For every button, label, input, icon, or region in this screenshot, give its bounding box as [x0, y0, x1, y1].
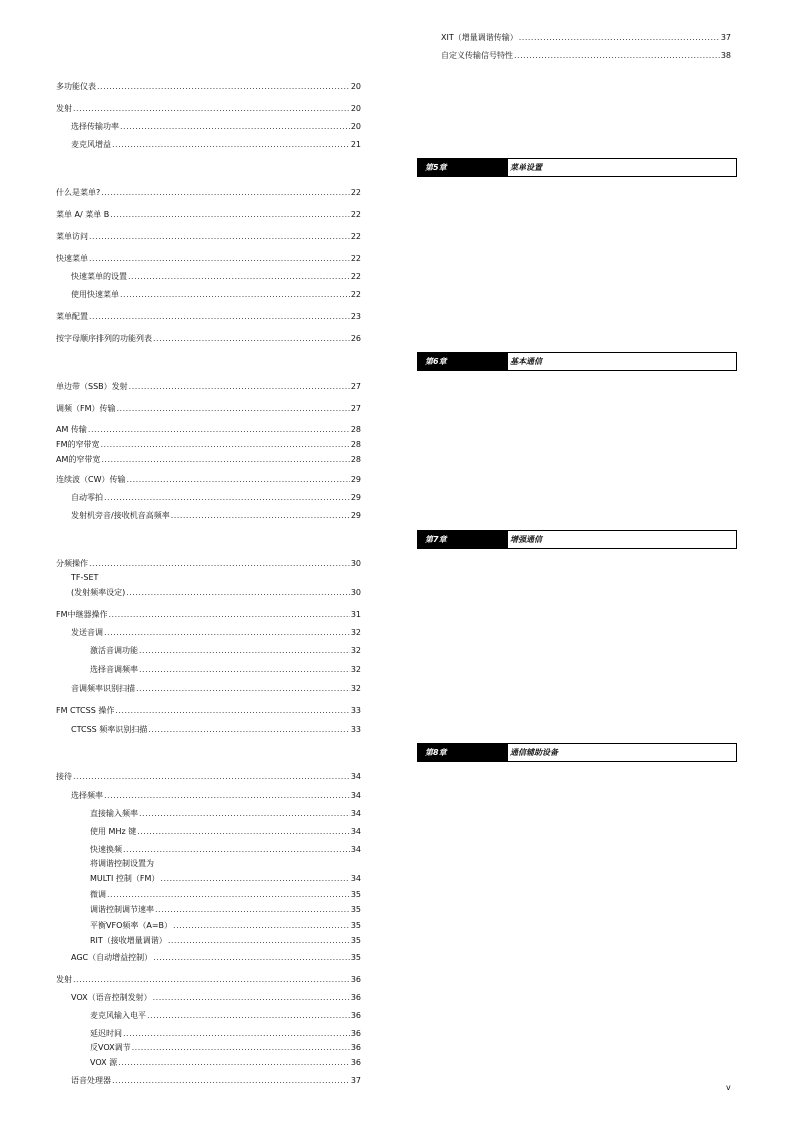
dot-leader: [168, 936, 350, 946]
toc-page-number: 34: [350, 809, 361, 818]
toc-entry[interactable]: [90, 827, 361, 837]
toc-entry[interactable]: [90, 874, 361, 884]
toc-page-number: 36: [350, 975, 361, 984]
toc-entry-label: 将调谐控制设置为: [90, 859, 154, 868]
toc-page-number: 22: [350, 210, 361, 219]
toc-page-number: 22: [350, 272, 361, 281]
toc-entry[interactable]: [90, 646, 361, 656]
toc-entry-label: 激活音调功能: [90, 646, 138, 655]
toc-page-number: 31: [350, 610, 361, 619]
dot-leader: [155, 905, 350, 915]
dot-leader: [132, 1043, 350, 1053]
dot-leader: [137, 827, 350, 837]
toc-entry[interactable]: [90, 1011, 361, 1021]
toc-page-number: 22: [350, 232, 361, 241]
toc-entry-label: 分频操作: [56, 559, 88, 568]
toc-entry-label: 选择音调频率: [90, 665, 138, 674]
dot-leader: [171, 511, 350, 521]
chapter-number: 第6章: [418, 353, 508, 370]
dot-leader: [89, 312, 350, 322]
dot-leader: [173, 921, 350, 931]
chapter-title: 通信辅助设备: [510, 748, 558, 757]
toc-page-number: 29: [350, 511, 361, 520]
dot-leader: [109, 610, 350, 620]
toc-page-number: 20: [350, 122, 361, 131]
toc-entry[interactable]: [90, 1029, 361, 1039]
dot-leader: [123, 845, 350, 855]
toc-entry[interactable]: [71, 290, 361, 300]
toc-entry-label: XIT（增量调谐传输）: [441, 33, 518, 42]
toc-entry-label: 连续波（CW）传输: [56, 475, 126, 484]
dot-leader: [153, 334, 350, 344]
toc-page-number: 22: [350, 254, 361, 263]
dot-leader: [88, 425, 350, 435]
chapter-heading[interactable]: [417, 530, 737, 549]
toc-page-number: 35: [350, 953, 361, 962]
toc-entry-label: 选择传输功率: [71, 122, 119, 131]
toc-entry-label: TF-SET: [71, 573, 99, 582]
toc-page-number: 30: [350, 559, 361, 568]
toc-entry-label: 延迟时间: [90, 1029, 122, 1038]
toc-page-number: 27: [350, 382, 361, 391]
toc-entry-label: 发射: [56, 104, 72, 113]
toc-entry-label: VOX 源: [90, 1058, 118, 1067]
dot-leader: [519, 33, 720, 43]
dot-leader: [107, 890, 350, 900]
toc-entry[interactable]: [71, 791, 361, 801]
toc-entry-label: 调谐控制调节速率: [90, 905, 154, 914]
toc-entry[interactable]: [56, 975, 361, 985]
toc-entry-label: 音调频率识别扫描: [71, 684, 135, 693]
dot-leader: [153, 993, 350, 1003]
toc-entry-label: 快速菜单: [56, 254, 88, 263]
dot-leader: [139, 646, 350, 656]
chapter-heading[interactable]: [417, 352, 737, 371]
dot-leader: [89, 254, 350, 264]
toc-page-number: 36: [350, 993, 361, 1002]
dot-leader: [139, 665, 350, 675]
toc-entry[interactable]: [90, 936, 361, 946]
toc-entry-label: 按字母顺序排列的功能列表: [56, 334, 152, 343]
chapter-heading[interactable]: [417, 743, 737, 762]
dot-leader: [73, 104, 350, 114]
toc-entry-label: 自动零拍: [71, 493, 103, 502]
toc-entry[interactable]: [90, 890, 361, 900]
toc-entry[interactable]: [56, 382, 361, 392]
toc-entry[interactable]: [71, 628, 361, 638]
toc-entry-label: 麦克风输入电平: [90, 1011, 146, 1020]
toc-entry-label: 快速换频: [90, 845, 122, 854]
dot-leader: [126, 588, 350, 598]
toc-entry[interactable]: [56, 455, 361, 465]
dot-leader: [73, 975, 350, 985]
chapter-number: 第5章: [418, 159, 508, 176]
toc-page-number: 36: [350, 1058, 361, 1067]
toc-entry[interactable]: [71, 272, 361, 282]
dot-leader: [118, 1058, 350, 1068]
dot-leader: [89, 232, 350, 242]
dot-leader: [104, 628, 350, 638]
toc-page-number: 38: [720, 51, 731, 60]
toc-entry-label: FM中继器操作: [56, 610, 108, 619]
dot-leader: [117, 404, 350, 414]
chapter-number: 第8章: [418, 744, 508, 761]
dot-leader: [112, 140, 350, 150]
toc-entry-label: MULTI 控制（FM）: [90, 874, 160, 883]
toc-entry[interactable]: [56, 772, 361, 782]
toc-entry[interactable]: [90, 905, 361, 915]
dot-leader: [129, 382, 350, 392]
dot-leader: [101, 440, 350, 450]
dot-leader: [97, 82, 350, 92]
dot-leader: [110, 210, 350, 220]
dot-leader: [89, 559, 350, 569]
toc-entry[interactable]: [71, 725, 361, 735]
toc-page-number: 30: [350, 588, 361, 597]
toc-entry-label: 平衡VFO频率（A=B）: [90, 921, 173, 930]
toc-page-number: 28: [350, 455, 361, 464]
toc-entry[interactable]: [56, 706, 361, 716]
toc-entry-label: AM的窄带宽: [56, 455, 101, 464]
toc-page-number: 23: [350, 312, 361, 321]
toc-entry-label: FM CTCSS 操作: [56, 706, 115, 715]
toc-entry-label: 发射: [56, 975, 72, 984]
dot-leader: [139, 809, 350, 819]
toc-page-number: 27: [350, 404, 361, 413]
chapter-heading[interactable]: [417, 158, 737, 177]
toc-entry[interactable]: [56, 312, 361, 322]
toc-entry-label: 发射机旁音/接收机音高频率: [71, 511, 170, 520]
toc-entry[interactable]: [71, 1076, 361, 1086]
toc-page-number: 37: [350, 1076, 361, 1085]
toc-entry[interactable]: [56, 559, 361, 569]
dot-leader: [73, 772, 350, 782]
toc-page-number: 36: [350, 1029, 361, 1038]
toc-entry-label: 单边带（SSB）发射: [56, 382, 128, 391]
toc-page-number: 22: [350, 188, 361, 197]
toc-entry-label: 麦克风增益: [71, 140, 111, 149]
toc-entry[interactable]: [71, 684, 361, 694]
toc-entry[interactable]: [56, 188, 361, 198]
dot-leader: [101, 188, 350, 198]
toc-entry-label: CTCSS 频率识别扫描: [71, 725, 148, 734]
toc-entry[interactable]: [56, 232, 361, 242]
toc-page-number: 29: [350, 493, 361, 502]
toc-page-number: 36: [350, 1011, 361, 1020]
toc-entry[interactable]: [56, 210, 361, 220]
toc-page-number: 28: [350, 440, 361, 449]
chapter-title: 菜单设置: [510, 163, 542, 172]
dot-leader: [101, 455, 349, 465]
dot-leader: [148, 725, 350, 735]
toc-page-number: 36: [350, 1043, 361, 1052]
toc-entry-label: 菜单访问: [56, 232, 88, 241]
toc-entry-label: 直接输入频率: [90, 809, 138, 818]
toc-entry[interactable]: [71, 140, 361, 150]
toc-page-number: 32: [350, 646, 361, 655]
toc-entry-label: 语音处理器: [71, 1076, 111, 1085]
dot-leader: [147, 1011, 350, 1021]
toc-entry[interactable]: [56, 610, 361, 620]
toc-entry-label: 菜单 A/ 菜单 B: [56, 210, 110, 219]
toc-entry[interactable]: [90, 845, 361, 855]
toc-entry[interactable]: [71, 953, 361, 963]
toc-page-number: 35: [350, 936, 361, 945]
toc-page-number: 35: [350, 890, 361, 899]
toc-page-number: 34: [350, 772, 361, 781]
toc-entry-label: VOX（语音控制发射）: [71, 993, 152, 1002]
dot-leader: [120, 290, 350, 300]
toc-entry-label: AGC（自动增益控制）: [71, 953, 153, 962]
toc-entry-label: 什么是菜单?: [56, 188, 101, 197]
toc-entry[interactable]: [90, 921, 361, 931]
toc-entry[interactable]: [441, 33, 731, 43]
toc-entry-label: 接待: [56, 772, 72, 781]
toc-entry-label: 反VOX调节: [90, 1043, 131, 1052]
toc-page-number: 35: [350, 905, 361, 914]
dot-leader: [514, 51, 720, 61]
dot-leader: [104, 493, 350, 503]
toc-entry[interactable]: [71, 588, 361, 598]
toc-page-number: 26: [350, 334, 361, 343]
toc-entry[interactable]: [56, 475, 361, 485]
toc-entry[interactable]: [56, 82, 361, 92]
dot-leader: [128, 272, 350, 282]
toc-page-number: 34: [350, 874, 361, 883]
toc-page-number: 33: [350, 725, 361, 734]
toc-page-number: 28: [350, 425, 361, 434]
toc-entry-label: 自定义传输信号特性: [441, 51, 513, 60]
toc-page-number: 29: [350, 475, 361, 484]
toc-entry[interactable]: [56, 334, 361, 344]
toc-entry-label: 快速菜单的设置: [71, 272, 127, 281]
toc-page-number: 34: [350, 791, 361, 800]
chapter-title: 基本通信: [510, 357, 542, 366]
toc-entry[interactable]: [56, 440, 361, 450]
toc-entry[interactable]: [71, 493, 361, 503]
toc-page-number: 37: [720, 33, 731, 42]
toc-page-number: 33: [350, 706, 361, 715]
toc-entry[interactable]: [90, 1043, 361, 1053]
toc-entry-label: 多功能仪表: [56, 82, 96, 91]
toc-page-number: 34: [350, 845, 361, 854]
dot-leader: [136, 684, 350, 694]
toc-entry[interactable]: [441, 51, 731, 61]
toc-page-number: 34: [350, 827, 361, 836]
toc-entry-label: (发射频率设定): [71, 588, 126, 597]
dot-leader: [160, 874, 349, 884]
toc-page-number: 32: [350, 665, 361, 674]
toc-entry[interactable]: [90, 809, 361, 819]
toc-page-number: 32: [350, 684, 361, 693]
toc-entry[interactable]: [90, 665, 361, 675]
page-number: v: [726, 1083, 731, 1092]
toc-page-number: 22: [350, 290, 361, 299]
dot-leader: [104, 791, 350, 801]
dot-leader: [153, 953, 350, 963]
toc-entry[interactable]: [56, 254, 361, 264]
toc-entry-label: 发送音调: [71, 628, 103, 637]
toc-page-number: 20: [350, 104, 361, 113]
dot-leader: [127, 475, 350, 485]
toc-entry[interactable]: [56, 425, 361, 435]
toc-page-number: 20: [350, 82, 361, 91]
toc-entry-label: 使用 MHz 键: [90, 827, 137, 836]
toc-entry-label: 菜单配置: [56, 312, 88, 321]
chapter-number: 第7章: [418, 531, 508, 548]
toc-entry-label: 调频（FM）传输: [56, 404, 116, 413]
dot-leader: [123, 1029, 350, 1039]
toc-entry[interactable]: [56, 104, 361, 114]
toc-entry[interactable]: [71, 993, 361, 1003]
toc-entry-label: 使用快速菜单: [71, 290, 119, 299]
toc-entry[interactable]: [56, 404, 361, 414]
toc-entry-label: AM 传输: [56, 425, 87, 434]
toc-page-number: 32: [350, 628, 361, 637]
dot-leader: [120, 122, 350, 132]
toc-page-number: 35: [350, 921, 361, 930]
toc-entry-label: FM的窄带宽: [56, 440, 100, 449]
dot-leader: [112, 1076, 350, 1086]
toc-entry-label: 微调: [90, 890, 106, 899]
toc-entry-label: 选择频率: [71, 791, 103, 800]
dot-leader: [115, 706, 349, 716]
toc-entry[interactable]: [90, 1058, 361, 1068]
toc-page-number: 21: [350, 140, 361, 149]
toc-entry-label: RIT（接收增量调谐）: [90, 936, 167, 945]
chapter-title: 增强通信: [510, 535, 542, 544]
toc-entry[interactable]: [71, 511, 361, 521]
toc-entry[interactable]: [71, 122, 361, 132]
